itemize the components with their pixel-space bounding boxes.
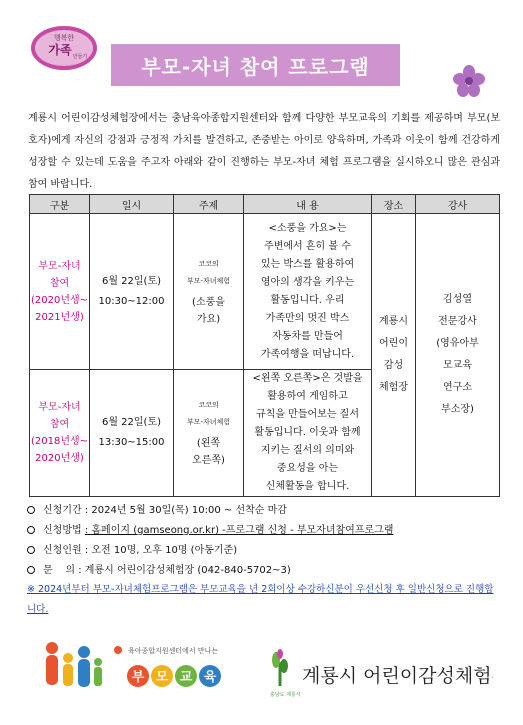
circle-bullet-icon xyxy=(27,546,35,554)
info-capacity: 신청인원 : 오전 10명, 오후 10명 (아동기준) xyxy=(27,541,237,556)
svg-text:교: 교 xyxy=(179,670,193,685)
info-contact: 문 의 : 계룡시 어린이감성체험장 (042-840-5702~3) xyxy=(27,561,291,576)
logo-small-text: 충남도 계룡시 xyxy=(270,692,301,698)
flower-icon xyxy=(452,64,486,98)
family-logo xyxy=(30,24,98,72)
header-gubun: 구분 xyxy=(30,195,90,214)
cell-gubun: 부모-자녀 참여 (2018년생~ 2020년생) xyxy=(30,370,90,497)
cell-content: <왼쪽 오른쪽>은 것발을 활용하여 게임하고 규칙을 만들어보는 질서 활동입니다. 이웃과 함께 지키는 질서의 의미와 중요성을 아는 신체활동을 합니다. xyxy=(244,370,372,497)
svg-text:모: 모 xyxy=(155,670,169,685)
cell-subject: 코코의 부모-자녀체험 (왼쪽 오른쪽) xyxy=(174,370,244,497)
logo-text-bottom: 만들기 xyxy=(72,54,88,60)
homepage-link[interactable]: 홈페이지 (gamseong.or.kr) xyxy=(91,525,219,536)
parent-education-logo xyxy=(38,638,248,700)
header-date: 일시 xyxy=(90,195,174,214)
title-banner xyxy=(111,44,400,86)
svg-text:육: 육 xyxy=(203,670,217,685)
table-header-row xyxy=(30,195,500,214)
center-name: 계룡시 어린이감성체험장 xyxy=(302,665,493,687)
logo-text-top: 행복한 xyxy=(53,34,75,42)
family-figures-icon xyxy=(46,642,102,687)
plant-emblem-icon xyxy=(272,649,288,686)
info-apply-period: 신청기간 : 2024년 5월 30일(목) 10:00 ~ 선착순 마감 xyxy=(27,501,287,516)
table-row xyxy=(30,214,500,370)
header-place: 장소 xyxy=(372,195,416,214)
circle-bullet-icon xyxy=(27,566,35,574)
footer-caption: 육아종합지원센터에서 만나는 xyxy=(128,647,219,655)
priority-notice: ※ 2024년부터 부모-자녀체험프로그램은 부모교육을 년 2회이상 수강하신분이 우선신청 후 일반신청으로 진행합니다. xyxy=(27,584,494,615)
header-teacher: 강사 xyxy=(416,195,500,214)
svg-text:부: 부 xyxy=(131,670,145,685)
intro-paragraph: 계룡시 어린이감성체험장에서는 충남육아종합지원센터와 함께 다양한 부모교육의 기회를 제공하며 부모(보호자)에게 자신의 강점과 긍정적 가치를 발견하고, 존중받는 아이로 양육하며, 가족과 이웃이 함께 건강하게 성장할 수 있는데 도움을 주고자 아래와 같이 진행하는 부모-자녀 체험 프로그램을 실시하오니 많은 관심과 참여 바랍니다. xyxy=(28,113,500,190)
logo-text-mid: 가족 xyxy=(48,43,72,57)
cell-date: 6월 22일(토) 10:30~12:00 xyxy=(90,214,174,370)
cell-gubun: 부모-자녀 참여 (2020년생~ 2021년생) xyxy=(30,214,90,370)
circle-bullet-icon xyxy=(27,526,35,534)
cell-date: 6월 22일(토) 13:30~15:00 xyxy=(90,370,174,497)
header-subject: 주제 xyxy=(174,195,244,214)
info-apply-method: 신청방법 : 홈페이지 (gamseong.or.kr) -프로그램 신청 - 부모자녀참여프로그램 xyxy=(27,521,393,536)
cell-content: <소풍을 가요>는 주변에서 흔히 볼 수 있는 박스를 활용하여 영아의 생각을 키우는 활동입니다. 우리 가족만의 멋진 박스 자동차를 만들어 가족여행을 떠납니다. xyxy=(244,214,372,370)
circle-bullet-icon xyxy=(27,506,35,514)
program-table xyxy=(29,194,500,497)
header-content: 내 용 xyxy=(244,195,372,214)
cell-teacher: 김성열 전문강사 (영유아부 모교육 연구소 부소장) xyxy=(416,214,500,497)
experience-center-logo xyxy=(268,648,493,698)
page-title: 부모-자녀 참여 프로그램 xyxy=(141,54,370,79)
cell-subject: 코코의 부모-자녀체험 (소풍을 가요) xyxy=(174,214,244,370)
cell-place: 계룡시 어린이 감성 체험장 xyxy=(372,214,416,497)
